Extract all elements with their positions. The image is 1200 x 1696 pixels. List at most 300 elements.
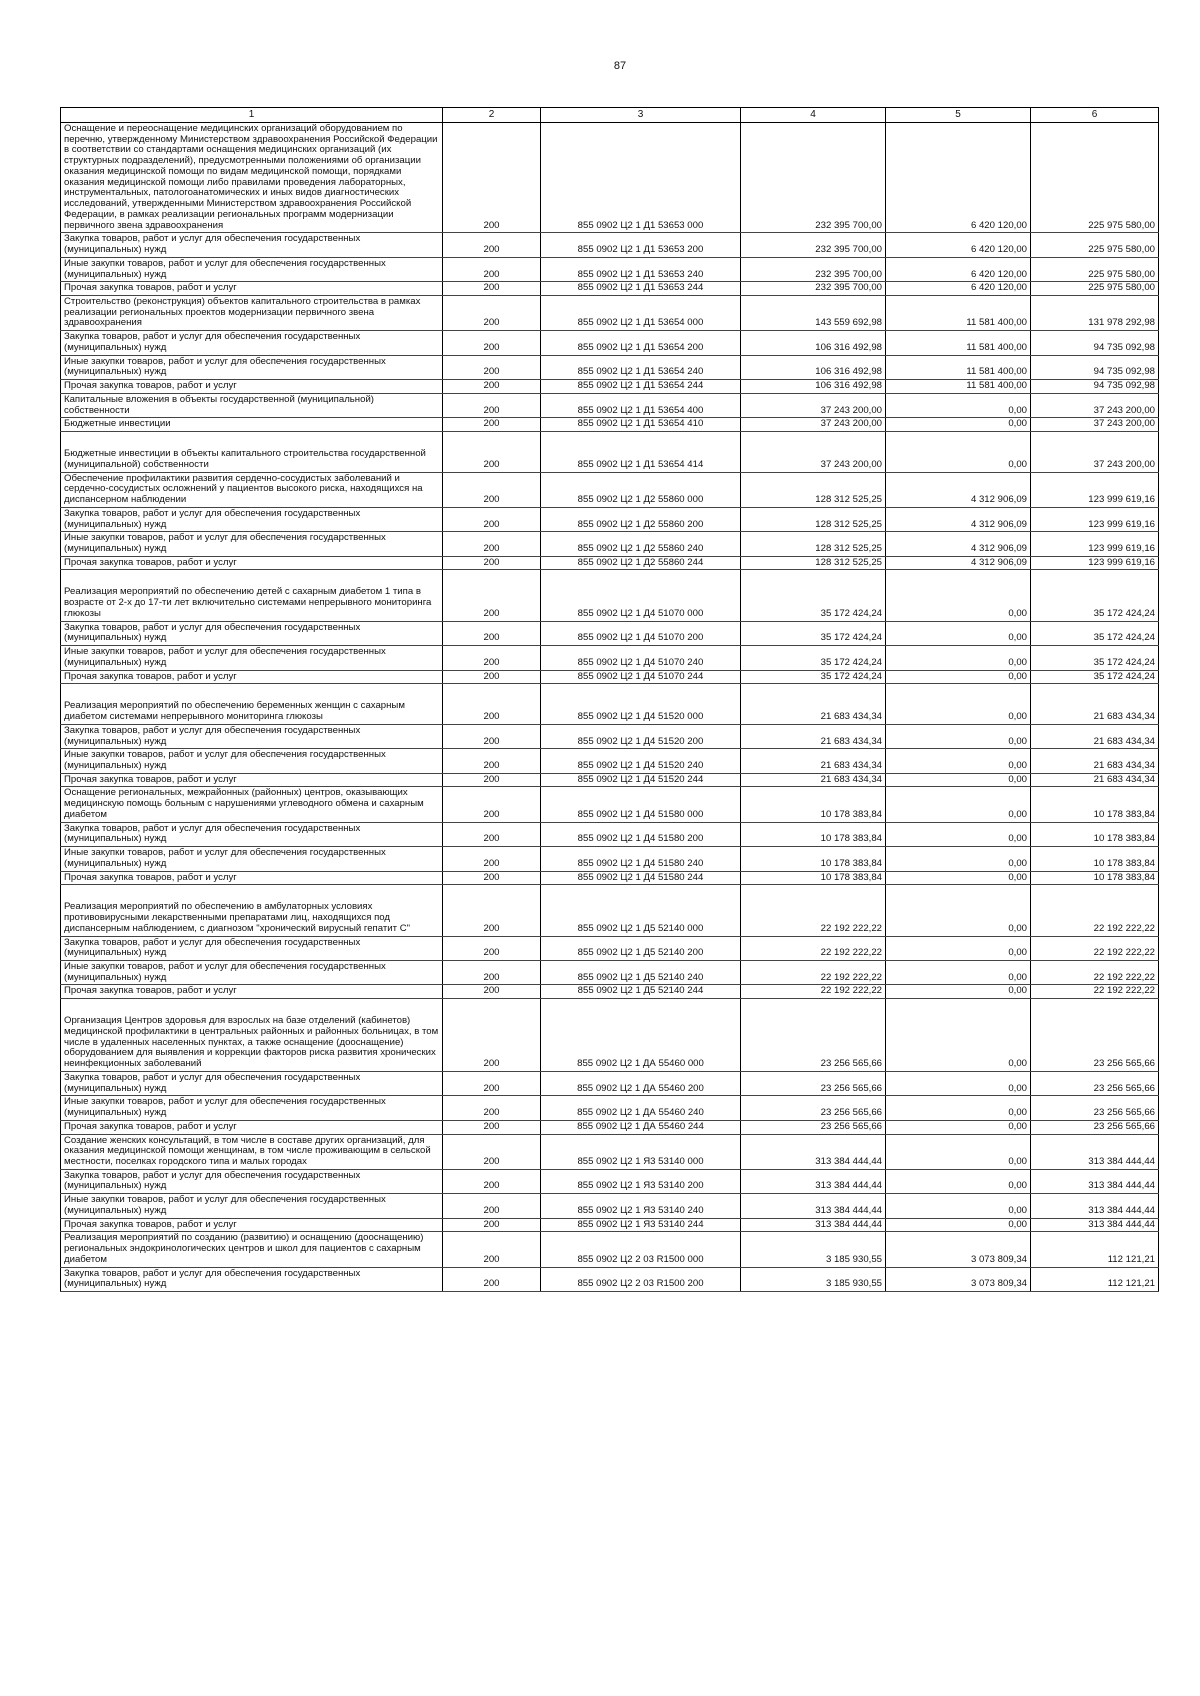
row-result-cell: 21 683 434,34 (1031, 773, 1159, 787)
row-code-cell: 200 (443, 1218, 541, 1232)
row-kbk-cell: 855 0902 Ц2 1 Д1 53653 240 (541, 257, 741, 281)
row-kbk-cell: 855 0902 Ц2 1 Д4 51520 244 (541, 773, 741, 787)
row-name-cell: Иные закупки товаров, работ и услуг для обеспечения государственных (муниципальных) нужд (61, 1096, 443, 1120)
spacer-cell (741, 999, 886, 1016)
row-kbk-cell: 855 0902 Ц2 1 Д1 53654 240 (541, 355, 741, 379)
row-name-cell: Закупка товаров, работ и услуг для обеспечения государственных (муниципальных) нужд (61, 822, 443, 846)
row-code-cell: 200 (443, 1134, 541, 1169)
row-kbk-cell: 855 0902 Ц2 1 ДА 55460 200 (541, 1071, 741, 1095)
table-row (61, 621, 1159, 645)
row-total-cell: 232 395 700,00 (741, 257, 886, 281)
row-total-cell: 21 683 434,34 (741, 724, 886, 748)
row-code-cell: 200 (443, 355, 541, 379)
row-name-cell: Прочая закупка товаров, работ и услуг (61, 1218, 443, 1232)
row-change-cell: 0,00 (886, 621, 1031, 645)
row-result-cell: 35 172 424,24 (1031, 670, 1159, 684)
row-total-cell: 232 395 700,00 (741, 233, 886, 257)
table-row (61, 1169, 1159, 1193)
row-name-cell: Прочая закупка товаров, работ и услуг (61, 985, 443, 999)
row-code-cell: 200 (443, 296, 541, 331)
row-code-cell: 200 (443, 936, 541, 960)
row-result-cell: 112 121,21 (1031, 1267, 1159, 1291)
row-code-cell: 200 (443, 1120, 541, 1134)
table-row (61, 393, 1159, 417)
row-code-cell: 200 (443, 282, 541, 296)
row-change-cell: 11 581 400,00 (886, 380, 1031, 394)
row-name-cell: Закупка товаров, работ и услуг для обеспечения государственных (муниципальных) нужд (61, 1169, 443, 1193)
row-code-cell: 200 (443, 871, 541, 885)
spacer-cell (443, 999, 541, 1016)
table-row (61, 233, 1159, 257)
row-change-cell: 0,00 (886, 1218, 1031, 1232)
spacer-cell (886, 570, 1031, 587)
row-result-cell: 225 975 580,00 (1031, 233, 1159, 257)
row-total-cell: 37 243 200,00 (741, 448, 886, 472)
row-name-cell: Оснащение региональных, межрайонных (районных) центров, оказывающих медицинскую помощь больным с нарушениями углеводного обмена и сахарным диабетом (61, 787, 443, 822)
row-change-cell: 0,00 (886, 822, 1031, 846)
row-change-cell: 0,00 (886, 670, 1031, 684)
table-row (61, 296, 1159, 331)
spacer-row (61, 684, 1159, 701)
spacer-cell (541, 684, 741, 701)
spacer-cell (741, 570, 886, 587)
row-code-cell: 200 (443, 1096, 541, 1120)
row-name-cell: Прочая закупка товаров, работ и услуг (61, 282, 443, 296)
row-name-cell: Закупка товаров, работ и услуг для обеспечения государственных (муниципальных) нужд (61, 621, 443, 645)
row-name-cell: Закупка товаров, работ и услуг для обеспечения государственных (муниципальных) нужд (61, 936, 443, 960)
row-code-cell: 200 (443, 1071, 541, 1095)
row-kbk-cell: 855 0902 Ц2 1 Д2 55860 200 (541, 507, 741, 531)
row-total-cell: 21 683 434,34 (741, 749, 886, 773)
row-result-cell: 313 384 444,44 (1031, 1134, 1159, 1169)
row-change-cell: 4 312 906,09 (886, 507, 1031, 531)
table-row (61, 1232, 1159, 1267)
row-result-cell: 21 683 434,34 (1031, 749, 1159, 773)
row-kbk-cell: 855 0902 Ц2 1 Д1 53653 244 (541, 282, 741, 296)
row-total-cell: 313 384 444,44 (741, 1134, 886, 1169)
table-row (61, 1096, 1159, 1120)
table-row (61, 871, 1159, 885)
row-total-cell: 37 243 200,00 (741, 418, 886, 432)
row-total-cell: 22 192 222,22 (741, 985, 886, 999)
row-kbk-cell: 855 0902 Ц2 1 Д5 52140 244 (541, 985, 741, 999)
row-change-cell: 0,00 (886, 1120, 1031, 1134)
row-kbk-cell: 855 0902 Ц2 2 03 R1500 200 (541, 1267, 741, 1291)
row-total-cell: 23 256 565,66 (741, 1120, 886, 1134)
row-result-cell: 94 735 092,98 (1031, 331, 1159, 355)
row-kbk-cell: 855 0902 Ц2 1 Д4 51580 000 (541, 787, 741, 822)
row-kbk-cell: 855 0902 Ц2 1 Д1 53653 000 (541, 123, 741, 233)
row-name-cell: Бюджетные инвестиции (61, 418, 443, 432)
row-code-cell: 200 (443, 822, 541, 846)
row-total-cell: 232 395 700,00 (741, 123, 886, 233)
row-result-cell: 23 256 565,66 (1031, 1096, 1159, 1120)
row-code-cell: 200 (443, 532, 541, 556)
row-result-cell: 313 384 444,44 (1031, 1218, 1159, 1232)
spacer-row (61, 570, 1159, 587)
row-name-cell: Иные закупки товаров, работ и услуг для обеспечения государственных (муниципальных) нужд (61, 847, 443, 871)
spacer-cell (541, 999, 741, 1016)
table-row (61, 1120, 1159, 1134)
row-kbk-cell: 855 0902 Ц2 1 Д1 53654 000 (541, 296, 741, 331)
row-name-cell: Обеспечение профилактики развития сердечно-сосудистых заболеваний и сердечно-сосудистых осложнений у пациентов высокого риска, находящихся на диспансерном наблюдении (61, 472, 443, 507)
row-code-cell: 200 (443, 787, 541, 822)
table-row (61, 749, 1159, 773)
spacer-cell (443, 885, 541, 902)
row-total-cell: 10 178 383,84 (741, 787, 886, 822)
row-kbk-cell: 855 0902 Ц2 1 Д4 51520 240 (541, 749, 741, 773)
table-row (61, 331, 1159, 355)
row-name-cell: Оснащение и переоснащение медицинских организаций оборудованием по перечню, утвержденному Министерством здравоохранения Российской Федерации в соответствии со стандартами оснащения медицинских организаций (их структурных подразделений), предусмотренными положениями об организации оказания медицинской помощи по видам медицинской помощи, порядками оказания медицинской помощи либо правилами проведения лабораторных, инструментальных, патологоанатомических и иных видов диагностических исследований, утвержденными Министерством здравоохранения Российской Федерации, в рамках реализации региональных программ модернизации первичного звена здравоохранения (61, 123, 443, 233)
row-kbk-cell: 855 0902 Ц2 1 Д4 51070 000 (541, 586, 741, 621)
table-row (61, 1194, 1159, 1218)
spacer-cell (1031, 432, 1159, 449)
row-name-cell: Иные закупки товаров, работ и услуг для обеспечения государственных (муниципальных) нужд (61, 646, 443, 670)
row-kbk-cell: 855 0902 Ц2 1 Д4 51580 200 (541, 822, 741, 846)
spacer-cell (61, 684, 443, 701)
row-change-cell: 0,00 (886, 586, 1031, 621)
row-total-cell: 35 172 424,24 (741, 646, 886, 670)
spacer-cell (741, 885, 886, 902)
row-kbk-cell: 855 0902 Ц2 1 Д2 55860 000 (541, 472, 741, 507)
spacer-cell (541, 885, 741, 902)
row-result-cell: 123 999 619,16 (1031, 532, 1159, 556)
row-kbk-cell: 855 0902 Ц2 2 03 R1500 000 (541, 1232, 741, 1267)
row-name-cell: Капитальные вложения в объекты государственной (муниципальной) собственности (61, 393, 443, 417)
row-result-cell: 94 735 092,98 (1031, 355, 1159, 379)
table-row (61, 1218, 1159, 1232)
row-change-cell: 0,00 (886, 749, 1031, 773)
row-kbk-cell: 855 0902 Ц2 1 Д1 53653 200 (541, 233, 741, 257)
table-row (61, 123, 1159, 233)
row-change-cell: 6 420 120,00 (886, 257, 1031, 281)
row-change-cell: 0,00 (886, 1096, 1031, 1120)
row-kbk-cell: 855 0902 Ц2 1 ДА 55460 240 (541, 1096, 741, 1120)
row-change-cell: 4 312 906,09 (886, 532, 1031, 556)
spacer-row (61, 432, 1159, 449)
row-total-cell: 35 172 424,24 (741, 621, 886, 645)
row-total-cell: 3 185 930,55 (741, 1267, 886, 1291)
row-result-cell: 10 178 383,84 (1031, 871, 1159, 885)
row-total-cell: 21 683 434,34 (741, 700, 886, 724)
row-kbk-cell: 855 0902 Ц2 1 Д4 51520 000 (541, 700, 741, 724)
table-row (61, 724, 1159, 748)
spacer-cell (443, 432, 541, 449)
row-total-cell: 35 172 424,24 (741, 586, 886, 621)
row-kbk-cell: 855 0902 Ц2 1 Д5 52140 000 (541, 901, 741, 936)
row-change-cell: 6 420 120,00 (886, 123, 1031, 233)
row-total-cell: 313 384 444,44 (741, 1218, 886, 1232)
row-code-cell: 200 (443, 393, 541, 417)
row-result-cell: 35 172 424,24 (1031, 621, 1159, 645)
table-row (61, 1134, 1159, 1169)
header-col-5: 5 (886, 108, 1031, 123)
row-change-cell: 0,00 (886, 985, 1031, 999)
row-name-cell: Иные закупки товаров, работ и услуг для обеспечения государственных (муниципальных) нужд (61, 532, 443, 556)
spacer-row (61, 885, 1159, 902)
table-row (61, 936, 1159, 960)
row-total-cell: 10 178 383,84 (741, 871, 886, 885)
row-change-cell: 0,00 (886, 961, 1031, 985)
row-result-cell: 225 975 580,00 (1031, 257, 1159, 281)
row-kbk-cell: 855 0902 Ц2 1 Д5 52140 200 (541, 936, 741, 960)
row-total-cell: 143 559 692,98 (741, 296, 886, 331)
row-result-cell: 23 256 565,66 (1031, 1071, 1159, 1095)
row-result-cell: 22 192 222,22 (1031, 961, 1159, 985)
row-total-cell: 106 316 492,98 (741, 331, 886, 355)
row-kbk-cell: 855 0902 Ц2 1 ДА 55460 244 (541, 1120, 741, 1134)
spacer-cell (1031, 570, 1159, 587)
table-row (61, 961, 1159, 985)
header-col-3: 3 (541, 108, 741, 123)
row-code-cell: 200 (443, 724, 541, 748)
row-change-cell: 3 073 809,34 (886, 1232, 1031, 1267)
spacer-row (61, 999, 1159, 1016)
row-code-cell: 200 (443, 331, 541, 355)
row-change-cell: 4 312 906,09 (886, 472, 1031, 507)
row-change-cell: 0,00 (886, 448, 1031, 472)
row-result-cell: 10 178 383,84 (1031, 787, 1159, 822)
table-row (61, 355, 1159, 379)
row-name-cell: Закупка товаров, работ и услуг для обеспечения государственных (муниципальных) нужд (61, 331, 443, 355)
row-code-cell: 200 (443, 1232, 541, 1267)
row-result-cell: 22 192 222,22 (1031, 985, 1159, 999)
row-code-cell: 200 (443, 1194, 541, 1218)
row-code-cell: 200 (443, 1267, 541, 1291)
row-kbk-cell: 855 0902 Ц2 1 Д4 51070 240 (541, 646, 741, 670)
row-kbk-cell: 855 0902 Ц2 1 Д4 51070 244 (541, 670, 741, 684)
spacer-cell (741, 684, 886, 701)
row-name-cell: Закупка товаров, работ и услуг для обеспечения государственных (муниципальных) нужд (61, 233, 443, 257)
row-code-cell: 200 (443, 773, 541, 787)
row-name-cell: Реализация мероприятий по созданию (развитию) и оснащению (дооснащению) региональных эндокринологических центров и школ для пациентов с сахарным диабетом (61, 1232, 443, 1267)
row-result-cell: 10 178 383,84 (1031, 847, 1159, 871)
row-result-cell: 225 975 580,00 (1031, 282, 1159, 296)
row-kbk-cell: 855 0902 Ц2 1 Д2 55860 240 (541, 532, 741, 556)
budget-table (60, 107, 1159, 1292)
row-total-cell: 37 243 200,00 (741, 393, 886, 417)
row-kbk-cell: 855 0902 Ц2 1 Я3 53140 200 (541, 1169, 741, 1193)
row-name-cell: Прочая закупка товаров, работ и услуг (61, 871, 443, 885)
row-change-cell: 0,00 (886, 1015, 1031, 1071)
row-total-cell: 35 172 424,24 (741, 670, 886, 684)
row-result-cell: 21 683 434,34 (1031, 724, 1159, 748)
row-result-cell: 21 683 434,34 (1031, 700, 1159, 724)
table-row (61, 556, 1159, 570)
row-kbk-cell: 855 0902 Ц2 1 Д2 55860 244 (541, 556, 741, 570)
row-change-cell: 0,00 (886, 1194, 1031, 1218)
row-result-cell: 123 999 619,16 (1031, 507, 1159, 531)
row-total-cell: 10 178 383,84 (741, 847, 886, 871)
row-change-cell: 11 581 400,00 (886, 331, 1031, 355)
row-name-cell: Бюджетные инвестиции в объекты капитального строительства государственной (муниципальной) собственности (61, 448, 443, 472)
row-name-cell: Иные закупки товаров, работ и услуг для обеспечения государственных (муниципальных) нужд (61, 961, 443, 985)
row-change-cell: 0,00 (886, 724, 1031, 748)
table-row (61, 507, 1159, 531)
spacer-cell (1031, 885, 1159, 902)
spacer-cell (541, 570, 741, 587)
row-name-cell: Строительство (реконструкция) объектов капитального строительства в рамках реализации региональных проектов модернизации первичного звена здравоохранения (61, 296, 443, 331)
row-kbk-cell: 855 0902 Ц2 1 Я3 53140 240 (541, 1194, 741, 1218)
row-code-cell: 200 (443, 448, 541, 472)
row-total-cell: 22 192 222,22 (741, 961, 886, 985)
row-result-cell: 94 735 092,98 (1031, 380, 1159, 394)
row-name-cell: Закупка товаров, работ и услуг для обеспечения государственных (муниципальных) нужд (61, 724, 443, 748)
row-kbk-cell: 855 0902 Ц2 1 Д4 51520 200 (541, 724, 741, 748)
row-total-cell: 22 192 222,22 (741, 936, 886, 960)
row-name-cell: Реализация мероприятий по обеспечению беременных женщин с сахарным диабетом системами непрерывного мониторинга глюкозы (61, 700, 443, 724)
table-row (61, 1015, 1159, 1071)
row-result-cell: 37 243 200,00 (1031, 393, 1159, 417)
row-code-cell: 200 (443, 123, 541, 233)
row-total-cell: 23 256 565,66 (741, 1015, 886, 1071)
row-total-cell: 22 192 222,22 (741, 901, 886, 936)
row-name-cell: Закупка товаров, работ и услуг для обеспечения государственных (муниципальных) нужд (61, 507, 443, 531)
row-kbk-cell: 855 0902 Ц2 1 Д1 53654 200 (541, 331, 741, 355)
header-col-6: 6 (1031, 108, 1159, 123)
row-result-cell: 23 256 565,66 (1031, 1120, 1159, 1134)
row-result-cell: 225 975 580,00 (1031, 123, 1159, 233)
row-change-cell: 0,00 (886, 1169, 1031, 1193)
table-row (61, 670, 1159, 684)
row-change-cell: 0,00 (886, 1134, 1031, 1169)
table-row (61, 773, 1159, 787)
row-code-cell: 200 (443, 233, 541, 257)
row-kbk-cell: 855 0902 Ц2 1 Д1 53654 410 (541, 418, 741, 432)
row-code-cell: 200 (443, 670, 541, 684)
table-row (61, 787, 1159, 822)
row-code-cell: 200 (443, 646, 541, 670)
spacer-cell (443, 684, 541, 701)
row-result-cell: 22 192 222,22 (1031, 901, 1159, 936)
table-row (61, 532, 1159, 556)
header-col-1: 1 (61, 108, 443, 123)
row-result-cell: 22 192 222,22 (1031, 936, 1159, 960)
row-kbk-cell: 855 0902 Ц2 1 Д1 53654 244 (541, 380, 741, 394)
row-code-cell: 200 (443, 749, 541, 773)
page-number: 87 (613, 60, 627, 72)
row-kbk-cell: 855 0902 Ц2 1 Д4 51580 244 (541, 871, 741, 885)
row-total-cell: 232 395 700,00 (741, 282, 886, 296)
table-row (61, 282, 1159, 296)
row-result-cell: 37 243 200,00 (1031, 448, 1159, 472)
row-name-cell: Прочая закупка товаров, работ и услуг (61, 773, 443, 787)
row-name-cell: Иные закупки товаров, работ и услуг для обеспечения государственных (муниципальных) нужд (61, 257, 443, 281)
row-code-cell: 200 (443, 700, 541, 724)
row-total-cell: 128 312 525,25 (741, 556, 886, 570)
spacer-cell (541, 432, 741, 449)
row-name-cell: Прочая закупка товаров, работ и услуг (61, 380, 443, 394)
row-result-cell: 313 384 444,44 (1031, 1169, 1159, 1193)
spacer-cell (61, 432, 443, 449)
row-total-cell: 128 312 525,25 (741, 472, 886, 507)
row-change-cell: 4 312 906,09 (886, 556, 1031, 570)
row-change-cell: 6 420 120,00 (886, 282, 1031, 296)
spacer-cell (443, 570, 541, 587)
row-change-cell: 11 581 400,00 (886, 355, 1031, 379)
spacer-cell (886, 999, 1031, 1016)
table-row (61, 472, 1159, 507)
spacer-cell (886, 885, 1031, 902)
row-name-cell: Прочая закупка товаров, работ и услуг (61, 556, 443, 570)
row-name-cell: Организация Центров здоровья для взрослых на базе отделений (кабинетов) медицинской профилактики в центральных районных и районных больницах, в том числе в удаленных населенных пунктах, а также оснащение (дооснащение) оборудованием для выявления и коррекции факторов риска развития хронических неинфекционных заболеваний (61, 1015, 443, 1071)
row-change-cell: 0,00 (886, 936, 1031, 960)
spacer-cell (886, 432, 1031, 449)
row-total-cell: 21 683 434,34 (741, 773, 886, 787)
row-kbk-cell: 855 0902 Ц2 1 ДА 55460 000 (541, 1015, 741, 1071)
table-row (61, 1267, 1159, 1291)
row-name-cell: Закупка товаров, работ и услуг для обеспечения государственных (муниципальных) нужд (61, 1267, 443, 1291)
table-row (61, 646, 1159, 670)
row-code-cell: 200 (443, 847, 541, 871)
row-change-cell: 0,00 (886, 787, 1031, 822)
table-row (61, 847, 1159, 871)
spacer-cell (61, 999, 443, 1016)
row-change-cell: 0,00 (886, 646, 1031, 670)
header-col-4: 4 (741, 108, 886, 123)
row-code-cell: 200 (443, 418, 541, 432)
spacer-cell (1031, 999, 1159, 1016)
row-change-cell: 0,00 (886, 700, 1031, 724)
row-result-cell: 313 384 444,44 (1031, 1194, 1159, 1218)
table-row (61, 1071, 1159, 1095)
row-total-cell: 106 316 492,98 (741, 355, 886, 379)
row-result-cell: 131 978 292,98 (1031, 296, 1159, 331)
row-change-cell: 11 581 400,00 (886, 296, 1031, 331)
row-kbk-cell: 855 0902 Ц2 1 Д5 52140 240 (541, 961, 741, 985)
spacer-cell (741, 432, 886, 449)
row-total-cell: 3 185 930,55 (741, 1232, 886, 1267)
row-code-cell: 200 (443, 985, 541, 999)
row-name-cell: Закупка товаров, работ и услуг для обеспечения государственных (муниципальных) нужд (61, 1071, 443, 1095)
row-result-cell: 35 172 424,24 (1031, 586, 1159, 621)
row-name-cell: Создание женских консультаций, в том числе в составе других организаций, для оказания медицинской помощи женщинам, в том числе проживающим в сельской местности, поселках городского типа и малых городах (61, 1134, 443, 1169)
row-kbk-cell: 855 0902 Ц2 1 Я3 53140 244 (541, 1218, 741, 1232)
spacer-cell (886, 684, 1031, 701)
row-kbk-cell: 855 0902 Ц2 1 Д1 53654 414 (541, 448, 741, 472)
row-total-cell: 313 384 444,44 (741, 1194, 886, 1218)
row-code-cell: 200 (443, 257, 541, 281)
row-result-cell: 10 178 383,84 (1031, 822, 1159, 846)
row-code-cell: 200 (443, 556, 541, 570)
row-name-cell: Иные закупки товаров, работ и услуг для обеспечения государственных (муниципальных) нужд (61, 355, 443, 379)
row-kbk-cell: 855 0902 Ц2 1 Д4 51580 240 (541, 847, 741, 871)
row-code-cell: 200 (443, 380, 541, 394)
table-body (61, 123, 1159, 1292)
row-kbk-cell: 855 0902 Ц2 1 Д4 51070 200 (541, 621, 741, 645)
table-row (61, 586, 1159, 621)
row-total-cell: 128 312 525,25 (741, 507, 886, 531)
row-name-cell: Иные закупки товаров, работ и услуг для обеспечения государственных (муниципальных) нужд (61, 1194, 443, 1218)
spacer-cell (1031, 684, 1159, 701)
table-row (61, 448, 1159, 472)
row-code-cell: 200 (443, 472, 541, 507)
row-name-cell: Реализация мероприятий по обеспечению детей с сахарным диабетом 1 типа в возрасте от 2-х до 17-ти лет включительно системами непрерывного мониторинга глюкозы (61, 586, 443, 621)
row-change-cell: 0,00 (886, 1071, 1031, 1095)
row-name-cell: Прочая закупка товаров, работ и услуг (61, 670, 443, 684)
row-result-cell: 112 121,21 (1031, 1232, 1159, 1267)
row-change-cell: 0,00 (886, 418, 1031, 432)
row-change-cell: 0,00 (886, 773, 1031, 787)
row-change-cell: 6 420 120,00 (886, 233, 1031, 257)
row-kbk-cell: 855 0902 Ц2 1 Д1 53654 400 (541, 393, 741, 417)
row-total-cell: 10 178 383,84 (741, 822, 886, 846)
row-result-cell: 123 999 619,16 (1031, 472, 1159, 507)
row-change-cell: 0,00 (886, 871, 1031, 885)
table-row (61, 822, 1159, 846)
row-code-cell: 200 (443, 1015, 541, 1071)
row-total-cell: 106 316 492,98 (741, 380, 886, 394)
